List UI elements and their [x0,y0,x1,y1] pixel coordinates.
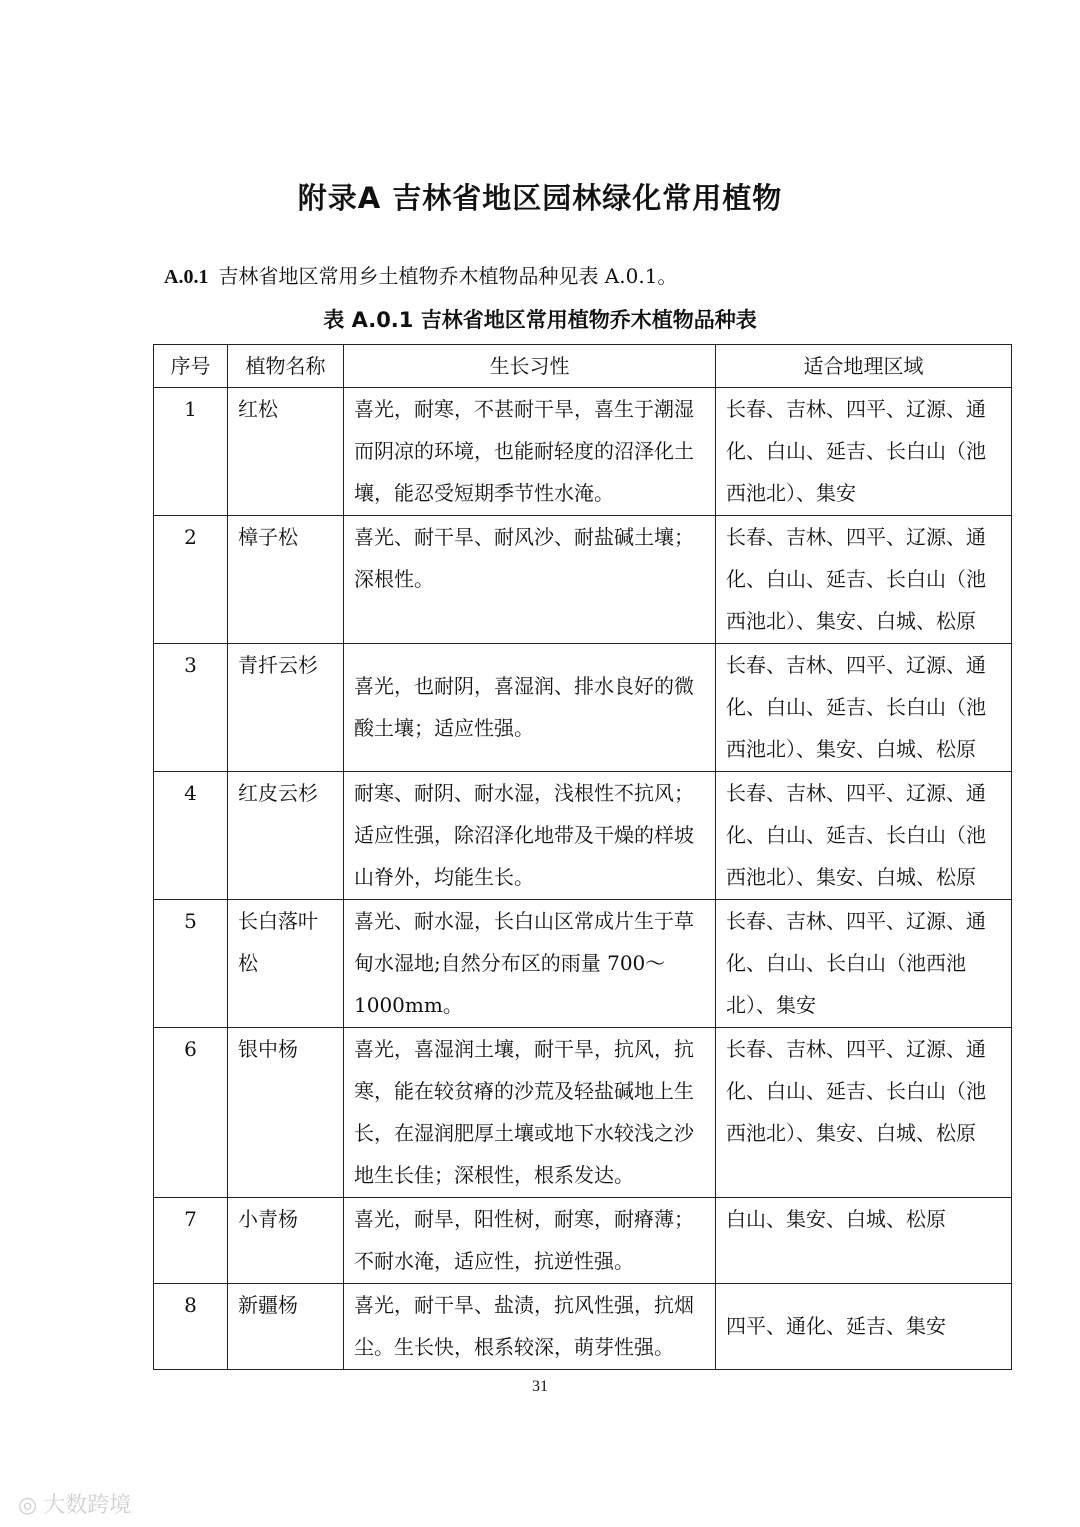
row-habit: 喜光，喜湿润土壤，耐干旱，抗风，抗寒，能在较贫瘠的沙荒及轻盐碱地上生长，在湿润肥厚土壤或地下水较浅之沙地生长佳；深根性，根系发达。 [344,1028,716,1198]
header-no: 序号 [154,345,228,388]
row-no: 6 [154,1028,228,1198]
row-region-text: 四平、通化、延吉、集安 [726,1314,946,1338]
table-row [154,900,1012,1028]
header-habit: 生长习性 [344,345,716,388]
table-row [154,1284,1012,1370]
row-region: 长春、吉林、四平、辽源、通化、白山、延吉、长白山（池西池北）、集安、白城、松原 [716,516,1012,644]
row-region: 长春、吉林、四平、辽源、通化、白山、长白山（池西池北）、集安 [716,900,1012,1028]
row-name: 红皮云杉 [228,772,344,900]
row-name: 新疆杨 [228,1284,344,1370]
row-region: 长春、吉林、四平、辽源、通化、白山、延吉、长白山（池西池北）、集安、白城、松原 [716,644,1012,772]
row-region: 白山、集安、白城、松原 [716,1198,1012,1284]
row-name: 樟子松 [228,516,344,644]
row-habit [344,644,716,772]
table-row [154,1028,1012,1198]
row-habit: 喜光、耐干旱、耐风沙、耐盐碱土壤；深根性。 [344,516,716,644]
row-no: 8 [154,1284,228,1370]
row-no: 1 [154,388,228,516]
row-habit: 喜光、耐水湿，长白山区常成片生于草甸水湿地;自然分布区的雨量 700～1000mm。 [344,900,716,1028]
row-no: 5 [154,900,228,1028]
header-region: 适合地理区域 [716,345,1012,388]
table-row [154,772,1012,900]
intro-number: A.0.1 [164,266,209,288]
table-header-row [154,345,1012,388]
intro-text: 吉林省地区常用乡土植物乔木植物品种见表 A.0.1。 [218,264,678,288]
row-region [716,1284,1012,1370]
table-row [154,644,1012,772]
row-habit: 喜光，耐旱，阳性树，耐寒，耐瘠薄；不耐水淹，适应性，抗逆性强。 [344,1198,716,1284]
row-name: 银中杨 [228,1028,344,1198]
table-row [154,1198,1012,1284]
row-no: 7 [154,1198,228,1284]
table-row [154,516,1012,644]
row-region: 长春、吉林、四平、辽源、通化、白山、延吉、长白山（池西池北）、集安 [716,388,1012,516]
table-row [154,388,1012,516]
weibo-logo-icon: ◎ [18,1493,38,1518]
row-habit: 喜光，耐干旱、盐渍，抗风性强，抗烟尘。生长快，根系较深，萌芽性强。 [344,1284,716,1370]
row-region: 长春、吉林、四平、辽源、通化、白山、延吉、长白山（池西池北）、集安、白城、松原 [716,1028,1012,1198]
watermark [18,1488,131,1519]
watermark-text: 大数跨境 [43,1493,132,1518]
row-habit: 喜光，耐寒，不甚耐干旱，喜生于潮湿而阴凉的环境，也能耐轻度的沼泽化土壤，能忍受短期季节性水淹。 [344,388,716,516]
row-no: 4 [154,772,228,900]
page-number: 31 [532,1378,548,1395]
plant-table [153,344,1012,1370]
row-name: 青扦云杉 [228,644,344,772]
row-name: 红松 [228,388,344,516]
row-name: 长白落叶松 [228,900,344,1028]
row-habit-text: 喜光，也耐阴，喜湿润、排水良好的微酸土壤；适应性强。 [354,674,694,740]
row-region: 长春、吉林、四平、辽源、通化、白山、延吉、长白山（池西池北）、集安、白城、松原 [716,772,1012,900]
table-caption: 表 A.0.1 吉林省地区常用植物乔木植物品种表 [323,308,757,332]
row-no: 2 [154,516,228,644]
row-name: 小青杨 [228,1198,344,1284]
row-habit: 耐寒、耐阴、耐水湿，浅根性不抗风；适应性强，除沼泽化地带及干燥的样坡山脊外，均能生长。 [344,772,716,900]
intro-paragraph [164,260,677,289]
header-name: 植物名称 [228,345,344,388]
row-no: 3 [154,644,228,772]
page-title: 附录A 吉林省地区园林绿化常用植物 [297,181,783,215]
